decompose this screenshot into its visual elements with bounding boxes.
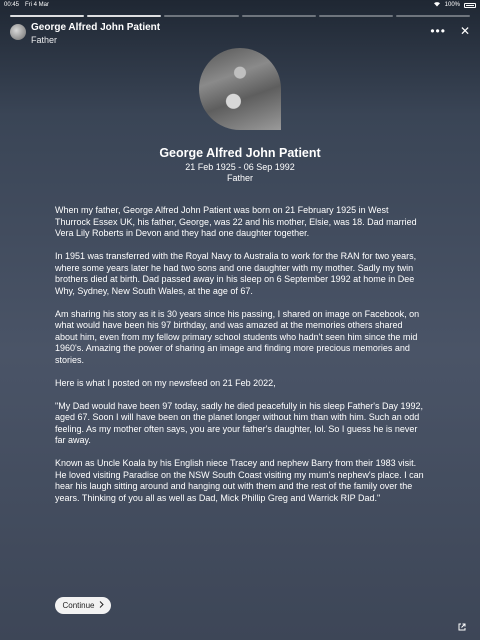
progress-segment xyxy=(87,15,161,17)
header-actions xyxy=(430,26,470,36)
more-dots-icon[interactable]: ••• xyxy=(430,24,446,38)
avatar[interactable] xyxy=(10,24,26,40)
header-role: Father xyxy=(31,35,58,45)
wifi-icon xyxy=(433,1,441,9)
profile-name: George Alfred John Patient xyxy=(159,146,321,160)
battery-percent: 100% xyxy=(444,2,460,8)
continue-label: Continue xyxy=(62,601,95,610)
story-paragraph: Am sharing his story as it is 30 years since his passing, I shared on image on Facebook, on what would have been his 97 birthday, and was amazed at the memories others shared about him, even from my fellow primary school students who hadn't seen him since the mid 1960's. Amazing the power of sharing an image and finding more precious memories and stories. xyxy=(55,308,420,365)
external-link-icon[interactable] xyxy=(458,618,466,626)
progress-segment xyxy=(396,15,470,17)
story-progress-bar xyxy=(10,15,470,17)
story-paragraph: Known as Uncle Koala by his English niece Tracey and nephew Barry from their 1983 visit. He loved visiting Paradise on the NSW South Coast visiting my mum's nephew's place. I can hear his laugh sitting around and hanging out with them and the rest of the family over the years. Thinking of you all as well as Dad, Mick Phillip Greg and Warrick RIP Dad." xyxy=(55,458,424,503)
story-paragraph: When my father, George Alfred John Patient was born on 21 February 1925 in West Thurrock Essex UK, his father, George, was 22 and his mother, Elsie, was 18. Dad married Vera Lily Roberts in Devon and they had one daughter together. xyxy=(55,205,417,238)
story-header xyxy=(10,22,470,48)
story-text xyxy=(55,205,425,516)
status-right xyxy=(433,1,476,9)
story-paragraph: "My Dad would have been 97 today, sadly he died peacefully in his sleep Father's Day 1992, aged 67. Soon I will have been on the planet longer without him than with him. Such an odd feeling. As my mother often says, you are your father's daughter, lol. So I guess he is never far away. xyxy=(55,400,423,445)
close-icon[interactable]: ✕ xyxy=(459,24,470,38)
battery-icon xyxy=(464,3,476,8)
profile-relation: Father xyxy=(226,173,253,183)
progress-segment xyxy=(10,15,84,17)
progress-segment xyxy=(242,15,316,17)
header-name: George Alfred John Patient xyxy=(31,22,161,33)
header-text xyxy=(31,22,160,46)
progress-segment xyxy=(164,15,238,17)
chevron-right-icon xyxy=(99,601,104,610)
profile-photo xyxy=(199,48,281,130)
status-time: 00:45 xyxy=(4,2,20,8)
continue-button[interactable] xyxy=(55,597,111,614)
story-paragraph: Here is what I posted on my newsfeed on 21 Feb 2022, xyxy=(55,377,276,388)
status-bar xyxy=(0,0,480,10)
profile-dates: 21 Feb 1925 - 06 Sep 1992 xyxy=(185,162,295,172)
profile-info xyxy=(0,146,480,184)
story-paragraph: In 1951 was transferred with the Royal Navy to Australia to work for the RAN for two years, where some years later he had two sons and one daughter with my mother. Sadly my twin brothers died at birth. Dad passed away in his sleep on 6 September 1992 at home in Dee Why, Sydney, New South Wales, at the age of 67. xyxy=(55,251,417,296)
progress-segment xyxy=(319,15,393,17)
status-date: Fri 4 Mar xyxy=(25,2,50,8)
